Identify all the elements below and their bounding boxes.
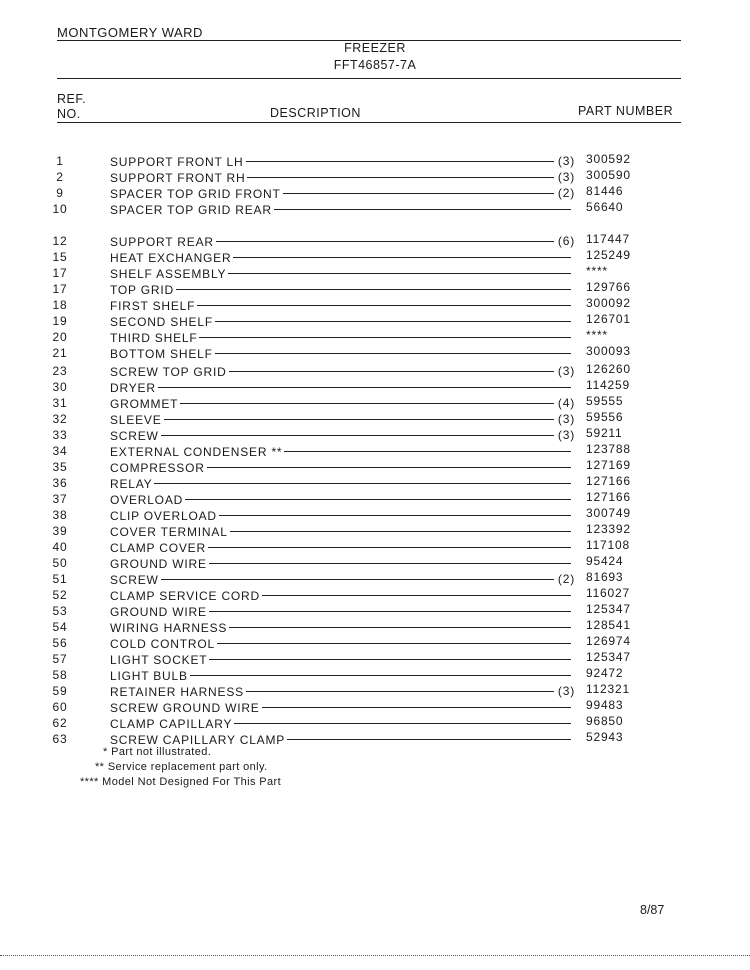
part-ref-number: 56 xyxy=(52,636,68,650)
leader-line xyxy=(208,547,571,548)
part-number: 95424 xyxy=(586,554,624,568)
leader-line xyxy=(262,707,571,708)
part-description: RETAINER HARNESS xyxy=(110,685,244,699)
part-row xyxy=(0,200,750,216)
part-leader xyxy=(110,618,575,634)
part-leader xyxy=(110,554,575,570)
part-row xyxy=(0,634,750,650)
part-ref-number: 54 xyxy=(52,620,68,634)
part-ref-number: 35 xyxy=(52,460,68,474)
part-leader xyxy=(110,538,575,554)
part-leader xyxy=(110,458,575,474)
part-row xyxy=(0,296,750,312)
leader-line xyxy=(158,387,571,388)
leader-line xyxy=(215,321,571,322)
part-number: 127169 xyxy=(586,458,631,472)
leader-line xyxy=(161,579,554,580)
part-description: SUPPORT FRONT RH xyxy=(110,171,246,185)
part-leader xyxy=(110,442,575,458)
part-ref-number: 36 xyxy=(52,476,68,490)
leader-line xyxy=(283,193,554,194)
part-description: GROMMET xyxy=(110,397,179,411)
part-leader xyxy=(110,490,575,506)
part-description: HEAT EXCHANGER xyxy=(110,251,232,265)
part-row xyxy=(0,554,750,570)
part-ref-number: 2 xyxy=(56,170,64,184)
leader-line xyxy=(217,643,571,644)
part-number: 300590 xyxy=(586,168,631,182)
part-description: COMPRESSOR xyxy=(110,461,205,475)
part-description: EXTERNAL CONDENSER ** xyxy=(110,445,283,459)
part-ref-number: 33 xyxy=(52,428,68,442)
part-leader xyxy=(110,312,575,328)
ref-header-line1: REF. xyxy=(57,92,87,106)
part-leader xyxy=(110,184,575,200)
part-number: 126701 xyxy=(586,312,631,326)
header-rule xyxy=(57,78,681,79)
leader-line xyxy=(228,273,571,274)
part-quantity: (3) xyxy=(557,364,575,378)
part-leader xyxy=(110,296,575,312)
leader-line xyxy=(246,691,554,692)
part-number: 128541 xyxy=(586,618,631,632)
part-leader xyxy=(110,714,575,730)
part-number: 92472 xyxy=(586,666,624,680)
part-leader xyxy=(110,280,575,296)
part-ref-number: 10 xyxy=(52,202,68,216)
part-ref-number: 21 xyxy=(52,346,68,360)
part-ref-number: 58 xyxy=(52,668,68,682)
part-number: 117108 xyxy=(586,538,630,552)
part-row xyxy=(0,442,750,458)
part-ref-number: 51 xyxy=(52,572,68,586)
part-description: GROUND WIRE xyxy=(110,605,207,619)
part-description: RELAY xyxy=(110,477,153,491)
part-ref-number: 60 xyxy=(52,700,68,714)
part-number: 59211 xyxy=(586,426,623,440)
leader-line xyxy=(216,241,554,242)
part-row xyxy=(0,328,750,344)
part-row xyxy=(0,312,750,328)
ref-header-line2: NO. xyxy=(57,107,81,121)
leader-line xyxy=(215,353,571,354)
part-quantity: (3) xyxy=(557,412,575,426)
part-row xyxy=(0,474,750,490)
part-leader xyxy=(110,666,575,682)
part-ref-number: 34 xyxy=(52,444,68,458)
part-number: 114259 xyxy=(586,378,630,392)
part-leader xyxy=(110,232,575,248)
part-quantity: (2) xyxy=(557,186,575,200)
part-leader xyxy=(110,506,575,522)
footnote-not-illustrated: * Part not illustrated. xyxy=(103,746,212,758)
part-description: SCREW CAPILLARY CLAMP xyxy=(110,733,286,747)
part-description: SUPPORT REAR xyxy=(110,235,214,249)
part-ref-number: 12 xyxy=(52,234,68,248)
part-number: 126974 xyxy=(586,634,631,648)
leader-line xyxy=(161,435,554,436)
part-number: 99483 xyxy=(586,698,624,712)
part-leader xyxy=(110,168,575,184)
revision-date: 8/87 xyxy=(640,903,665,917)
part-row xyxy=(0,730,750,746)
part-row xyxy=(0,264,750,280)
leader-line xyxy=(164,419,554,420)
leader-line xyxy=(176,289,571,290)
part-leader xyxy=(110,426,575,442)
part-leader xyxy=(110,344,575,360)
part-ref-number: 20 xyxy=(52,330,68,344)
part-description: CLIP OVERLOAD xyxy=(110,509,217,523)
part-number: 56640 xyxy=(586,200,624,214)
part-description: SPACER TOP GRID REAR xyxy=(110,203,272,217)
leader-line xyxy=(287,739,571,740)
part-number: 112321 xyxy=(586,682,630,696)
brand-name: MONTGOMERY WARD xyxy=(57,25,203,40)
part-number: 116027 xyxy=(586,586,630,600)
part-quantity: (3) xyxy=(557,170,575,184)
part-number: 125347 xyxy=(586,650,631,664)
part-row xyxy=(0,344,750,360)
leader-line xyxy=(284,451,571,452)
part-ref-number: 9 xyxy=(56,186,64,200)
part-description: SPACER TOP GRID FRONT xyxy=(110,187,281,201)
part-row xyxy=(0,570,750,586)
part-number: 125347 xyxy=(586,602,631,616)
part-ref-number: 32 xyxy=(52,412,68,426)
part-description: COLD CONTROL xyxy=(110,637,215,651)
part-description: SUPPORT FRONT LH xyxy=(110,155,244,169)
part-number: 300093 xyxy=(586,344,631,358)
part-ref-number: 30 xyxy=(52,380,68,394)
part-row xyxy=(0,650,750,666)
leader-line xyxy=(154,483,571,484)
part-number: 127166 xyxy=(586,490,631,504)
part-description: SHELF ASSEMBLY xyxy=(110,267,227,281)
part-row xyxy=(0,618,750,634)
leader-line xyxy=(229,627,571,628)
part-leader xyxy=(110,682,575,698)
appliance-title: FREEZER xyxy=(344,41,406,55)
part-quantity: (4) xyxy=(557,396,575,410)
leader-line xyxy=(230,531,571,532)
part-leader xyxy=(110,650,575,666)
part-leader xyxy=(110,698,575,714)
part-number: 52943 xyxy=(586,730,624,744)
part-description: SCREW xyxy=(110,429,159,443)
part-description: SLEEVE xyxy=(110,413,162,427)
leader-line xyxy=(190,675,571,676)
column-header-rule xyxy=(57,122,681,123)
part-leader xyxy=(110,394,575,410)
model-number: FFT46857-7A xyxy=(333,58,417,72)
part-row xyxy=(0,522,750,538)
leader-line xyxy=(180,403,554,404)
leader-line xyxy=(274,209,571,210)
part-leader xyxy=(110,378,575,394)
part-ref-number: 1 xyxy=(56,154,64,168)
part-row xyxy=(0,280,750,296)
ref-header xyxy=(57,92,86,122)
part-row xyxy=(0,184,750,200)
part-ref-number: 31 xyxy=(52,396,68,410)
part-description: SCREW GROUND WIRE xyxy=(110,701,260,715)
part-row xyxy=(0,490,750,506)
part-number: **** xyxy=(586,328,608,342)
part-quantity: (3) xyxy=(557,684,575,698)
part-description: THIRD SHELF xyxy=(110,331,198,345)
scan-edge-line xyxy=(0,955,750,957)
part-number: 300749 xyxy=(586,506,631,520)
part-number: 129766 xyxy=(586,280,631,294)
part-description: BOTTOM SHELF xyxy=(110,347,213,361)
part-row xyxy=(0,394,750,410)
part-ref-number: 17 xyxy=(52,282,68,296)
part-row xyxy=(0,232,750,248)
part-number: 126260 xyxy=(586,362,631,376)
part-leader xyxy=(110,730,575,746)
leader-line xyxy=(246,161,554,162)
part-number: 81446 xyxy=(586,184,624,198)
part-description: FIRST SHELF xyxy=(110,299,196,313)
part-number: 81693 xyxy=(586,570,624,584)
part-number: 123392 xyxy=(586,522,631,536)
part-leader xyxy=(110,362,575,378)
leader-line xyxy=(209,563,571,564)
part-quantity: (3) xyxy=(557,154,575,168)
part-row xyxy=(0,152,750,168)
part-ref-number: 53 xyxy=(52,604,68,618)
part-row xyxy=(0,248,750,264)
part-description: DRYER xyxy=(110,381,156,395)
part-ref-number: 15 xyxy=(52,250,68,264)
part-description: WIRING HARNESS xyxy=(110,621,228,635)
part-quantity: (3) xyxy=(557,428,575,442)
part-row xyxy=(0,698,750,714)
part-ref-number: 52 xyxy=(52,588,68,602)
part-description: SCREW xyxy=(110,573,159,587)
part-leader xyxy=(110,328,575,344)
leader-line xyxy=(262,595,571,596)
part-description: LIGHT SOCKET xyxy=(110,653,208,667)
leader-line xyxy=(207,467,571,468)
part-row xyxy=(0,506,750,522)
part-ref-number: 38 xyxy=(52,508,68,522)
part-row xyxy=(0,682,750,698)
footnote-not-designed: **** Model Not Designed For This Part xyxy=(80,776,282,788)
leader-line xyxy=(233,257,571,258)
part-description: GROUND WIRE xyxy=(110,557,207,571)
part-ref-number: 50 xyxy=(52,556,68,570)
part-ref-number: 62 xyxy=(52,716,68,730)
part-description: COVER TERMINAL xyxy=(110,525,228,539)
part-quantity: (6) xyxy=(557,234,575,248)
part-leader xyxy=(110,586,575,602)
part-number: 300092 xyxy=(586,296,631,310)
part-leader xyxy=(110,264,575,280)
part-number: 300592 xyxy=(586,152,631,166)
part-leader xyxy=(110,570,575,586)
part-ref-number: 18 xyxy=(52,298,68,312)
part-number: 127166 xyxy=(586,474,631,488)
part-number: 96850 xyxy=(586,714,624,728)
leader-line xyxy=(234,723,571,724)
part-row xyxy=(0,586,750,602)
part-ref-number: 63 xyxy=(52,732,68,746)
part-row xyxy=(0,378,750,394)
part-description: LIGHT BULB xyxy=(110,669,188,683)
part-ref-number: 59 xyxy=(52,684,68,698)
part-ref-number: 57 xyxy=(52,652,68,666)
leader-line xyxy=(247,177,553,178)
part-number-header: PART NUMBER xyxy=(578,104,674,118)
description-header: DESCRIPTION xyxy=(270,106,361,120)
part-number: 59556 xyxy=(586,410,624,424)
part-row xyxy=(0,666,750,682)
part-row xyxy=(0,426,750,442)
part-description: CLAMP COVER xyxy=(110,541,206,555)
part-row xyxy=(0,168,750,184)
part-row xyxy=(0,538,750,554)
part-description: OVERLOAD xyxy=(110,493,184,507)
leader-line xyxy=(185,499,571,500)
part-row xyxy=(0,458,750,474)
part-number: 125249 xyxy=(586,248,631,262)
part-leader xyxy=(110,602,575,618)
part-leader xyxy=(110,248,575,264)
part-leader xyxy=(110,200,575,216)
part-leader xyxy=(110,152,575,168)
leader-line xyxy=(229,371,554,372)
part-leader xyxy=(110,522,575,538)
part-leader xyxy=(110,474,575,490)
part-leader xyxy=(110,634,575,650)
part-ref-number: 23 xyxy=(52,364,68,378)
part-number: **** xyxy=(586,264,608,278)
part-ref-number: 39 xyxy=(52,524,68,538)
part-row xyxy=(0,602,750,618)
part-ref-number: 17 xyxy=(52,266,68,280)
leader-line xyxy=(197,305,571,306)
part-description: SECOND SHELF xyxy=(110,315,213,329)
part-row xyxy=(0,714,750,730)
part-description: SCREW TOP GRID xyxy=(110,365,227,379)
part-number: 123788 xyxy=(586,442,631,456)
footnote-service-replacement: ** Service replacement part only. xyxy=(95,761,268,773)
part-description: CLAMP CAPILLARY xyxy=(110,717,233,731)
part-row xyxy=(0,410,750,426)
part-quantity: (2) xyxy=(557,572,575,586)
part-description: CLAMP SERVICE CORD xyxy=(110,589,260,603)
part-leader xyxy=(110,410,575,426)
part-ref-number: 37 xyxy=(52,492,68,506)
part-row xyxy=(0,362,750,378)
part-ref-number: 19 xyxy=(52,314,68,328)
leader-line xyxy=(219,515,571,516)
part-number: 59555 xyxy=(586,394,624,408)
leader-line xyxy=(209,659,571,660)
leader-line xyxy=(209,611,571,612)
part-number: 117447 xyxy=(586,232,630,246)
part-description: TOP GRID xyxy=(110,283,174,297)
part-ref-number: 40 xyxy=(52,540,68,554)
leader-line xyxy=(199,337,571,338)
